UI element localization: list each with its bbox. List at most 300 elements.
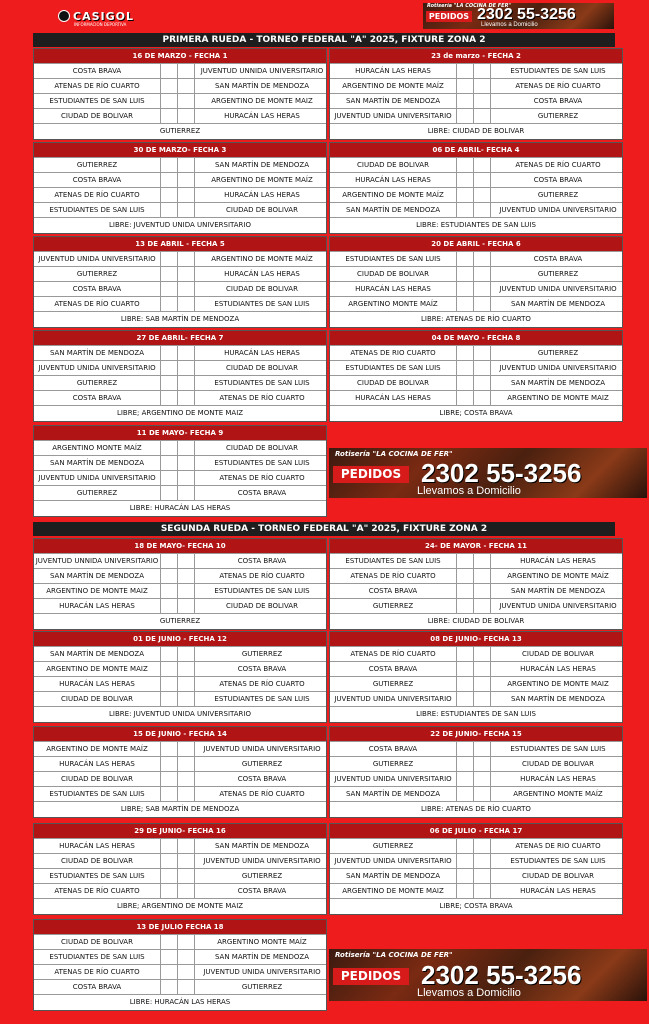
home-score (456, 787, 473, 801)
away-team: GUTIERREZ (490, 188, 625, 202)
match-row (34, 771, 326, 786)
home-score (160, 158, 177, 172)
home-score (456, 742, 473, 756)
home-team: GUTIERREZ (76, 161, 118, 169)
libre-team: LIBRE: ESTUDIANTES DE SAN LUIS (330, 706, 622, 722)
away-score (177, 647, 194, 661)
home-score (160, 188, 177, 202)
home-score (456, 282, 473, 296)
home-score (160, 647, 177, 661)
away-team: ATENAS DE RÍO CUARTO (490, 79, 625, 93)
away-score (473, 79, 490, 93)
away-team: COSTA BRAVA (194, 662, 329, 676)
away-score (177, 297, 194, 311)
match-row (34, 646, 326, 661)
home-score (160, 267, 177, 281)
home-team: ATENAS DE RÍO CUARTO (350, 650, 436, 658)
libre-team: LIBRE; COSTA BRAVA (330, 898, 622, 914)
home-team: GUTIERREZ (372, 842, 414, 850)
away-team: ESTUDIANTES DE SAN LUIS (194, 297, 329, 311)
fecha-header: 13 DE JULIO FECHA 18 (34, 920, 326, 934)
home-score (160, 282, 177, 296)
home-team: GUTIERREZ (76, 379, 118, 387)
away-team: ARGENTINO MONTE MAÍZ (490, 787, 625, 801)
libre-team: GUTIERREZ (34, 123, 326, 139)
away-score (473, 662, 490, 676)
match-row (34, 883, 326, 898)
match-row (34, 949, 326, 964)
match-row (34, 485, 326, 500)
fixture-block-segunda-3 (33, 631, 327, 723)
fecha-header: 15 DE JUNIO - FECHA 14 (34, 727, 326, 741)
away-team: ARGENTINO DE MONTE MAIZ (490, 677, 625, 691)
home-score (456, 94, 473, 108)
match-row (34, 251, 326, 266)
away-score (473, 569, 490, 583)
home-team: HURACÁN LAS HERAS (355, 67, 431, 75)
home-score (456, 391, 473, 405)
away-score (177, 391, 194, 405)
home-team: GUTIERREZ (76, 489, 118, 497)
away-team: JUVENTUD UNIDA UNIVERSITARIO (194, 854, 329, 868)
match-row (34, 266, 326, 281)
casigol-logo (58, 6, 134, 26)
match-row (330, 568, 622, 583)
away-team: SAN MARTÍN DE MENDOZA (490, 297, 625, 311)
away-team: HURACÁN LAS HERAS (490, 884, 625, 898)
match-row (330, 63, 622, 78)
home-score (160, 839, 177, 853)
home-team: ESTUDIANTES DE SAN LUIS (49, 872, 145, 880)
home-team: HURACÁN LAS HERAS (355, 285, 431, 293)
home-team: COSTA BRAVA (368, 745, 418, 753)
away-team: SAN MARTÍN DE MENDOZA (490, 584, 625, 598)
home-team: HURACÁN LAS HERAS (59, 602, 135, 610)
away-score (177, 441, 194, 455)
away-score (177, 869, 194, 883)
away-score (473, 692, 490, 706)
libre-team: GUTIERREZ (34, 613, 326, 629)
match-row (330, 676, 622, 691)
match-row (34, 296, 326, 311)
match-row (330, 583, 622, 598)
away-team: JUVENTUD UNIDA UNIVERSITARIO (490, 282, 625, 296)
match-row (330, 281, 622, 296)
match-row (34, 964, 326, 979)
libre-team: LIBRE; ARGENTINO DE MONTE MAIZ (34, 405, 326, 421)
home-team: CIUDAD DE BOLIVAR (357, 161, 429, 169)
home-score (160, 742, 177, 756)
away-score (177, 203, 194, 217)
home-score (456, 64, 473, 78)
away-score (473, 376, 490, 390)
away-score (473, 839, 490, 853)
home-score (456, 376, 473, 390)
home-team: ARGENTINO DE MONTE MAÍZ (46, 745, 148, 753)
away-team: GUTIERREZ (194, 647, 329, 661)
away-score (473, 554, 490, 568)
away-score (473, 884, 490, 898)
home-team: GUTIERREZ (372, 680, 414, 688)
home-team: ATENAS DE RÍO CUARTO (54, 887, 140, 895)
home-score (160, 584, 177, 598)
match-row (330, 345, 622, 360)
match-row (330, 251, 622, 266)
home-team: JUVENTUD UNIDA UNIVERSITARIO (38, 364, 156, 372)
match-row (34, 661, 326, 676)
match-row (34, 691, 326, 706)
match-row (330, 756, 622, 771)
home-team: COSTA BRAVA (72, 983, 122, 991)
away-score (473, 854, 490, 868)
home-team: JUVENTUD UNIDA UNIVERSITARIO (334, 695, 452, 703)
away-team: ESTUDIANTES DE SAN LUIS (194, 376, 329, 390)
ad-delivery-text: Llevamos a Domicilio (417, 987, 521, 999)
match-row (34, 93, 326, 108)
home-score (160, 569, 177, 583)
home-score (160, 486, 177, 500)
away-score (473, 64, 490, 78)
match-row (34, 375, 326, 390)
match-row (330, 108, 622, 123)
home-score (456, 188, 473, 202)
home-team: JUVENTUD UNIDA UNIVERSITARIO (334, 112, 452, 120)
fecha-header: 08 DE JUNIO- FECHA 13 (330, 632, 622, 646)
home-team: CIUDAD DE BOLIVAR (61, 857, 133, 865)
home-team: ESTUDIANTES DE SAN LUIS (345, 364, 441, 372)
home-team: COSTA BRAVA (72, 394, 122, 402)
home-score (160, 787, 177, 801)
home-score (160, 884, 177, 898)
fecha-header: 27 DE ABRIL- FECHA 7 (34, 331, 326, 345)
away-team: COSTA BRAVA (490, 173, 625, 187)
home-team: ATENAS DE RIO CUARTO (350, 349, 436, 357)
home-team: ARGENTINO DE MONTE MAÍZ (342, 82, 444, 90)
away-team: COSTA BRAVA (490, 94, 625, 108)
libre-team: LIBRE: CIUDAD DE BOLIVAR (330, 123, 622, 139)
away-score (177, 282, 194, 296)
home-score (160, 109, 177, 123)
home-team: HURACÁN LAS HERAS (355, 176, 431, 184)
match-row (330, 375, 622, 390)
ad-pedidos-label: PEDIDOS (426, 11, 472, 22)
home-score (456, 361, 473, 375)
match-row (330, 360, 622, 375)
home-team: COSTA BRAVA (72, 176, 122, 184)
libre-team: LIBRE: ESTUDIANTES DE SAN LUIS (330, 217, 622, 233)
match-row (34, 553, 326, 568)
home-team: COSTA BRAVA (368, 587, 418, 595)
home-score (456, 662, 473, 676)
top-ad-banner[interactable] (423, 3, 614, 29)
home-score (160, 361, 177, 375)
home-score (456, 79, 473, 93)
fecha-header: 11 DE MAYO- FECHA 9 (34, 426, 326, 440)
home-score (456, 267, 473, 281)
match-row (330, 883, 622, 898)
away-score (177, 94, 194, 108)
away-team: JUVENTUD UNIDA UNIVERSITARIO (194, 742, 329, 756)
away-score (473, 772, 490, 786)
match-row (34, 345, 326, 360)
away-score (473, 742, 490, 756)
away-score (177, 346, 194, 360)
away-team: CIUDAD DE BOLIVAR (194, 282, 329, 296)
match-row (34, 281, 326, 296)
home-score (160, 94, 177, 108)
home-score (456, 647, 473, 661)
libre-team: LIBRE: HURACÁN LAS HERAS (34, 994, 326, 1010)
home-score (160, 772, 177, 786)
home-team: CIUDAD DE BOLIVAR (61, 112, 133, 120)
away-score (473, 109, 490, 123)
match-row (330, 868, 622, 883)
away-team: CIUDAD DE BOLIVAR (194, 441, 329, 455)
fixture-block-primera-3 (33, 142, 327, 234)
home-team: GUTIERREZ (372, 602, 414, 610)
away-team: JUVENTUD UNIDA UNIVERSITARIO (490, 599, 625, 613)
match-row (330, 853, 622, 868)
bottom-ad-banner[interactable] (329, 949, 647, 1001)
match-row (34, 390, 326, 405)
away-team: ARGENTINO DE MONTE MAIZ (194, 94, 329, 108)
home-score (160, 677, 177, 691)
home-team: SAN MARTÍN DE MENDOZA (345, 97, 441, 105)
home-team: ATENAS DE RÍO CUARTO (54, 300, 140, 308)
middle-ad-banner[interactable] (329, 448, 647, 498)
home-team: CIUDAD DE BOLIVAR (61, 775, 133, 783)
away-score (473, 647, 490, 661)
match-row (34, 568, 326, 583)
away-team: ESTUDIANTES DE SAN LUIS (194, 584, 329, 598)
ad-phone-number: 2302 55-3256 (477, 6, 576, 23)
match-row (34, 853, 326, 868)
home-team: SAN MARTÍN DE MENDOZA (49, 572, 145, 580)
away-team: ARGENTINO DE MONTE MAÍZ (490, 569, 625, 583)
away-team: HURACÁN LAS HERAS (490, 662, 625, 676)
away-score (473, 158, 490, 172)
home-score (456, 554, 473, 568)
away-team: ATENAS DE RÍO CUARTO (194, 569, 329, 583)
brand-name: CASIGOL (73, 9, 134, 23)
away-team: JUVENTUD UNIDA UNIVERSITARIO (490, 203, 625, 217)
away-team: GUTIERREZ (490, 109, 625, 123)
fecha-header: 06 DE ABRIL- FECHA 4 (330, 143, 622, 157)
fecha-header: 23 de marzo - FECHA 2 (330, 49, 622, 63)
home-score (456, 584, 473, 598)
home-team: SAN MARTÍN DE MENDOZA (49, 349, 145, 357)
home-team: CIUDAD DE BOLIVAR (357, 379, 429, 387)
home-team: ARGENTINO DE MONTE MAÍZ (342, 191, 444, 199)
match-row (34, 934, 326, 949)
match-row (330, 646, 622, 661)
home-score (456, 757, 473, 771)
home-score (456, 854, 473, 868)
home-score (160, 346, 177, 360)
home-team: HURACÁN LAS HERAS (59, 680, 135, 688)
fecha-header: 04 DE MAYO - FECHA 8 (330, 331, 622, 345)
home-team: ARGENTINO DE MONTE MAIZ (46, 665, 148, 673)
away-score (177, 79, 194, 93)
away-team: CIUDAD DE BOLIVAR (490, 647, 625, 661)
home-score (456, 203, 473, 217)
home-team: ATENAS DE RÍO CUARTO (54, 82, 140, 90)
fecha-header: 13 DE ABRIL - FECHA 5 (34, 237, 326, 251)
libre-team: LIBRE: HURACÁN LAS HERAS (34, 500, 326, 516)
home-score (456, 869, 473, 883)
away-score (177, 361, 194, 375)
away-team: ARGENTINO DE MONTE MAÍZ (194, 173, 329, 187)
home-score (160, 376, 177, 390)
home-score (160, 173, 177, 187)
away-team: ATENAS DE RÍO CUARTO (194, 677, 329, 691)
away-score (177, 839, 194, 853)
home-team: HURACÁN LAS HERAS (59, 760, 135, 768)
away-team: ESTUDIANTES DE SAN LUIS (490, 854, 625, 868)
home-score (160, 662, 177, 676)
match-row (34, 187, 326, 202)
ad-pedidos-label: PEDIDOS (333, 466, 409, 483)
home-team: ATENAS DE RÍO CUARTO (54, 191, 140, 199)
match-row (330, 771, 622, 786)
segunda-rueda-title: SEGUNDA RUEDA - TORNEO FEDERAL "A" 2025, FIXTURE ZONA 2 (33, 522, 615, 536)
away-score (177, 787, 194, 801)
home-score (456, 173, 473, 187)
fecha-header: 29 DE JUNIO- FECHA 16 (34, 824, 326, 838)
away-team: SAN MARTÍN DE MENDOZA (194, 839, 329, 853)
libre-team: LIBRE: JUVENTUD UNIDA UNIVERSITARIO (34, 706, 326, 722)
home-team: ESTUDIANTES DE SAN LUIS (345, 255, 441, 263)
away-score (473, 346, 490, 360)
home-score (456, 884, 473, 898)
fixture-block-segunda-6 (329, 726, 623, 818)
fixture-block-primera-4 (329, 142, 623, 234)
away-team: COSTA BRAVA (194, 884, 329, 898)
home-score (160, 935, 177, 949)
away-score (177, 677, 194, 691)
away-team: COSTA BRAVA (490, 252, 625, 266)
home-team: CIUDAD DE BOLIVAR (61, 938, 133, 946)
away-score (473, 584, 490, 598)
home-team: ARGENTINO DE MONTE MAIZ (342, 887, 444, 895)
away-team: ARGENTINO MONTE MAÍZ (194, 935, 329, 949)
fecha-header: 06 DE JULIO - FECHA 17 (330, 824, 622, 838)
libre-team: LIBRE: JUVENTUD UNIDA UNIVERSITARIO (34, 217, 326, 233)
away-score (177, 486, 194, 500)
fixture-block-primera-2 (329, 48, 623, 140)
away-team: GUTIERREZ (490, 267, 625, 281)
home-score (456, 772, 473, 786)
away-team: HURACÁN LAS HERAS (194, 346, 329, 360)
home-team: JUVENTUD UNIDA UNIVERSITARIO (334, 857, 452, 865)
match-row (330, 78, 622, 93)
match-row (34, 440, 326, 455)
match-row (330, 172, 622, 187)
home-team: ARGENTINO DE MONTE MAIZ (46, 587, 148, 595)
home-team: ESTUDIANTES DE SAN LUIS (49, 953, 145, 961)
fixture-block-primera-7 (33, 330, 327, 422)
away-score (473, 267, 490, 281)
home-team: SAN MARTÍN DE MENDOZA (345, 206, 441, 214)
libre-team: LIBRE: ATENAS DE RÍO CUARTO (330, 801, 622, 817)
fixture-block-segunda-5 (33, 726, 327, 818)
home-score (160, 950, 177, 964)
away-score (177, 456, 194, 470)
ad-title: Rotisería "LA COCINA DE FER" (427, 3, 512, 9)
match-row (34, 455, 326, 470)
away-team: HURACÁN LAS HERAS (194, 109, 329, 123)
away-score (473, 391, 490, 405)
home-team: ESTUDIANTES DE SAN LUIS (49, 790, 145, 798)
away-team: ARGENTINO DE MONTE MAIZ (490, 391, 625, 405)
home-score (456, 599, 473, 613)
ad-pedidos-label: PEDIDOS (333, 968, 409, 985)
away-team: HURACÁN LAS HERAS (194, 267, 329, 281)
away-score (177, 569, 194, 583)
away-score (177, 662, 194, 676)
home-team: JUVENTUD UNIDA UNIVERSITARIO (38, 474, 156, 482)
match-row (330, 741, 622, 756)
match-row (330, 786, 622, 801)
away-score (177, 980, 194, 994)
away-team: ATENAS DE RÍO CUARTO (194, 471, 329, 485)
away-score (177, 188, 194, 202)
ad-phone-number: 2302 55-3256 (421, 458, 582, 488)
libre-team: LIBRE; COSTA BRAVA (330, 405, 622, 421)
home-score (160, 456, 177, 470)
fixture-block-primera-6 (329, 236, 623, 328)
away-team: HURACÁN LAS HERAS (490, 554, 625, 568)
away-team: ESTUDIANTES DE SAN LUIS (490, 742, 625, 756)
away-team: CIUDAD DE BOLIVAR (194, 599, 329, 613)
away-score (473, 203, 490, 217)
home-score (160, 980, 177, 994)
libre-team: LIBRE; SAB MARTÍN DE MENDOZA (34, 801, 326, 817)
fixture-block-segunda-4 (329, 631, 623, 723)
match-row (330, 838, 622, 853)
match-row (34, 157, 326, 172)
away-score (177, 376, 194, 390)
home-team: GUTIERREZ (76, 270, 118, 278)
fecha-header: 01 DE JUNIO - FECHA 12 (34, 632, 326, 646)
away-team: CIUDAD DE BOLIVAR (490, 869, 625, 883)
match-row (34, 979, 326, 994)
match-row (34, 172, 326, 187)
ad-delivery-text: Llevamos a Domicilio (417, 485, 521, 497)
away-team: SAN MARTÍN DE MENDOZA (194, 950, 329, 964)
home-score (456, 252, 473, 266)
home-score (456, 297, 473, 311)
home-score (456, 109, 473, 123)
libre-team: LIBRE: SAB MARTÍN DE MENDOZA (34, 311, 326, 327)
away-score (177, 599, 194, 613)
away-team: ESTUDIANTES DE SAN LUIS (490, 64, 625, 78)
away-score (177, 854, 194, 868)
home-score (160, 391, 177, 405)
away-score (177, 471, 194, 485)
fixture-block-segunda-8 (329, 823, 623, 915)
fecha-header: 16 DE MARZO - FECHA 1 (34, 49, 326, 63)
home-team: ESTUDIANTES DE SAN LUIS (49, 206, 145, 214)
away-team: HURACÁN LAS HERAS (194, 188, 329, 202)
away-score (177, 742, 194, 756)
home-score (160, 471, 177, 485)
fecha-header: 22 DE JUNIO- FECHA 15 (330, 727, 622, 741)
away-team: ESTUDIANTES DE SAN LUIS (194, 456, 329, 470)
away-score (177, 173, 194, 187)
away-score (473, 757, 490, 771)
away-score (177, 935, 194, 949)
